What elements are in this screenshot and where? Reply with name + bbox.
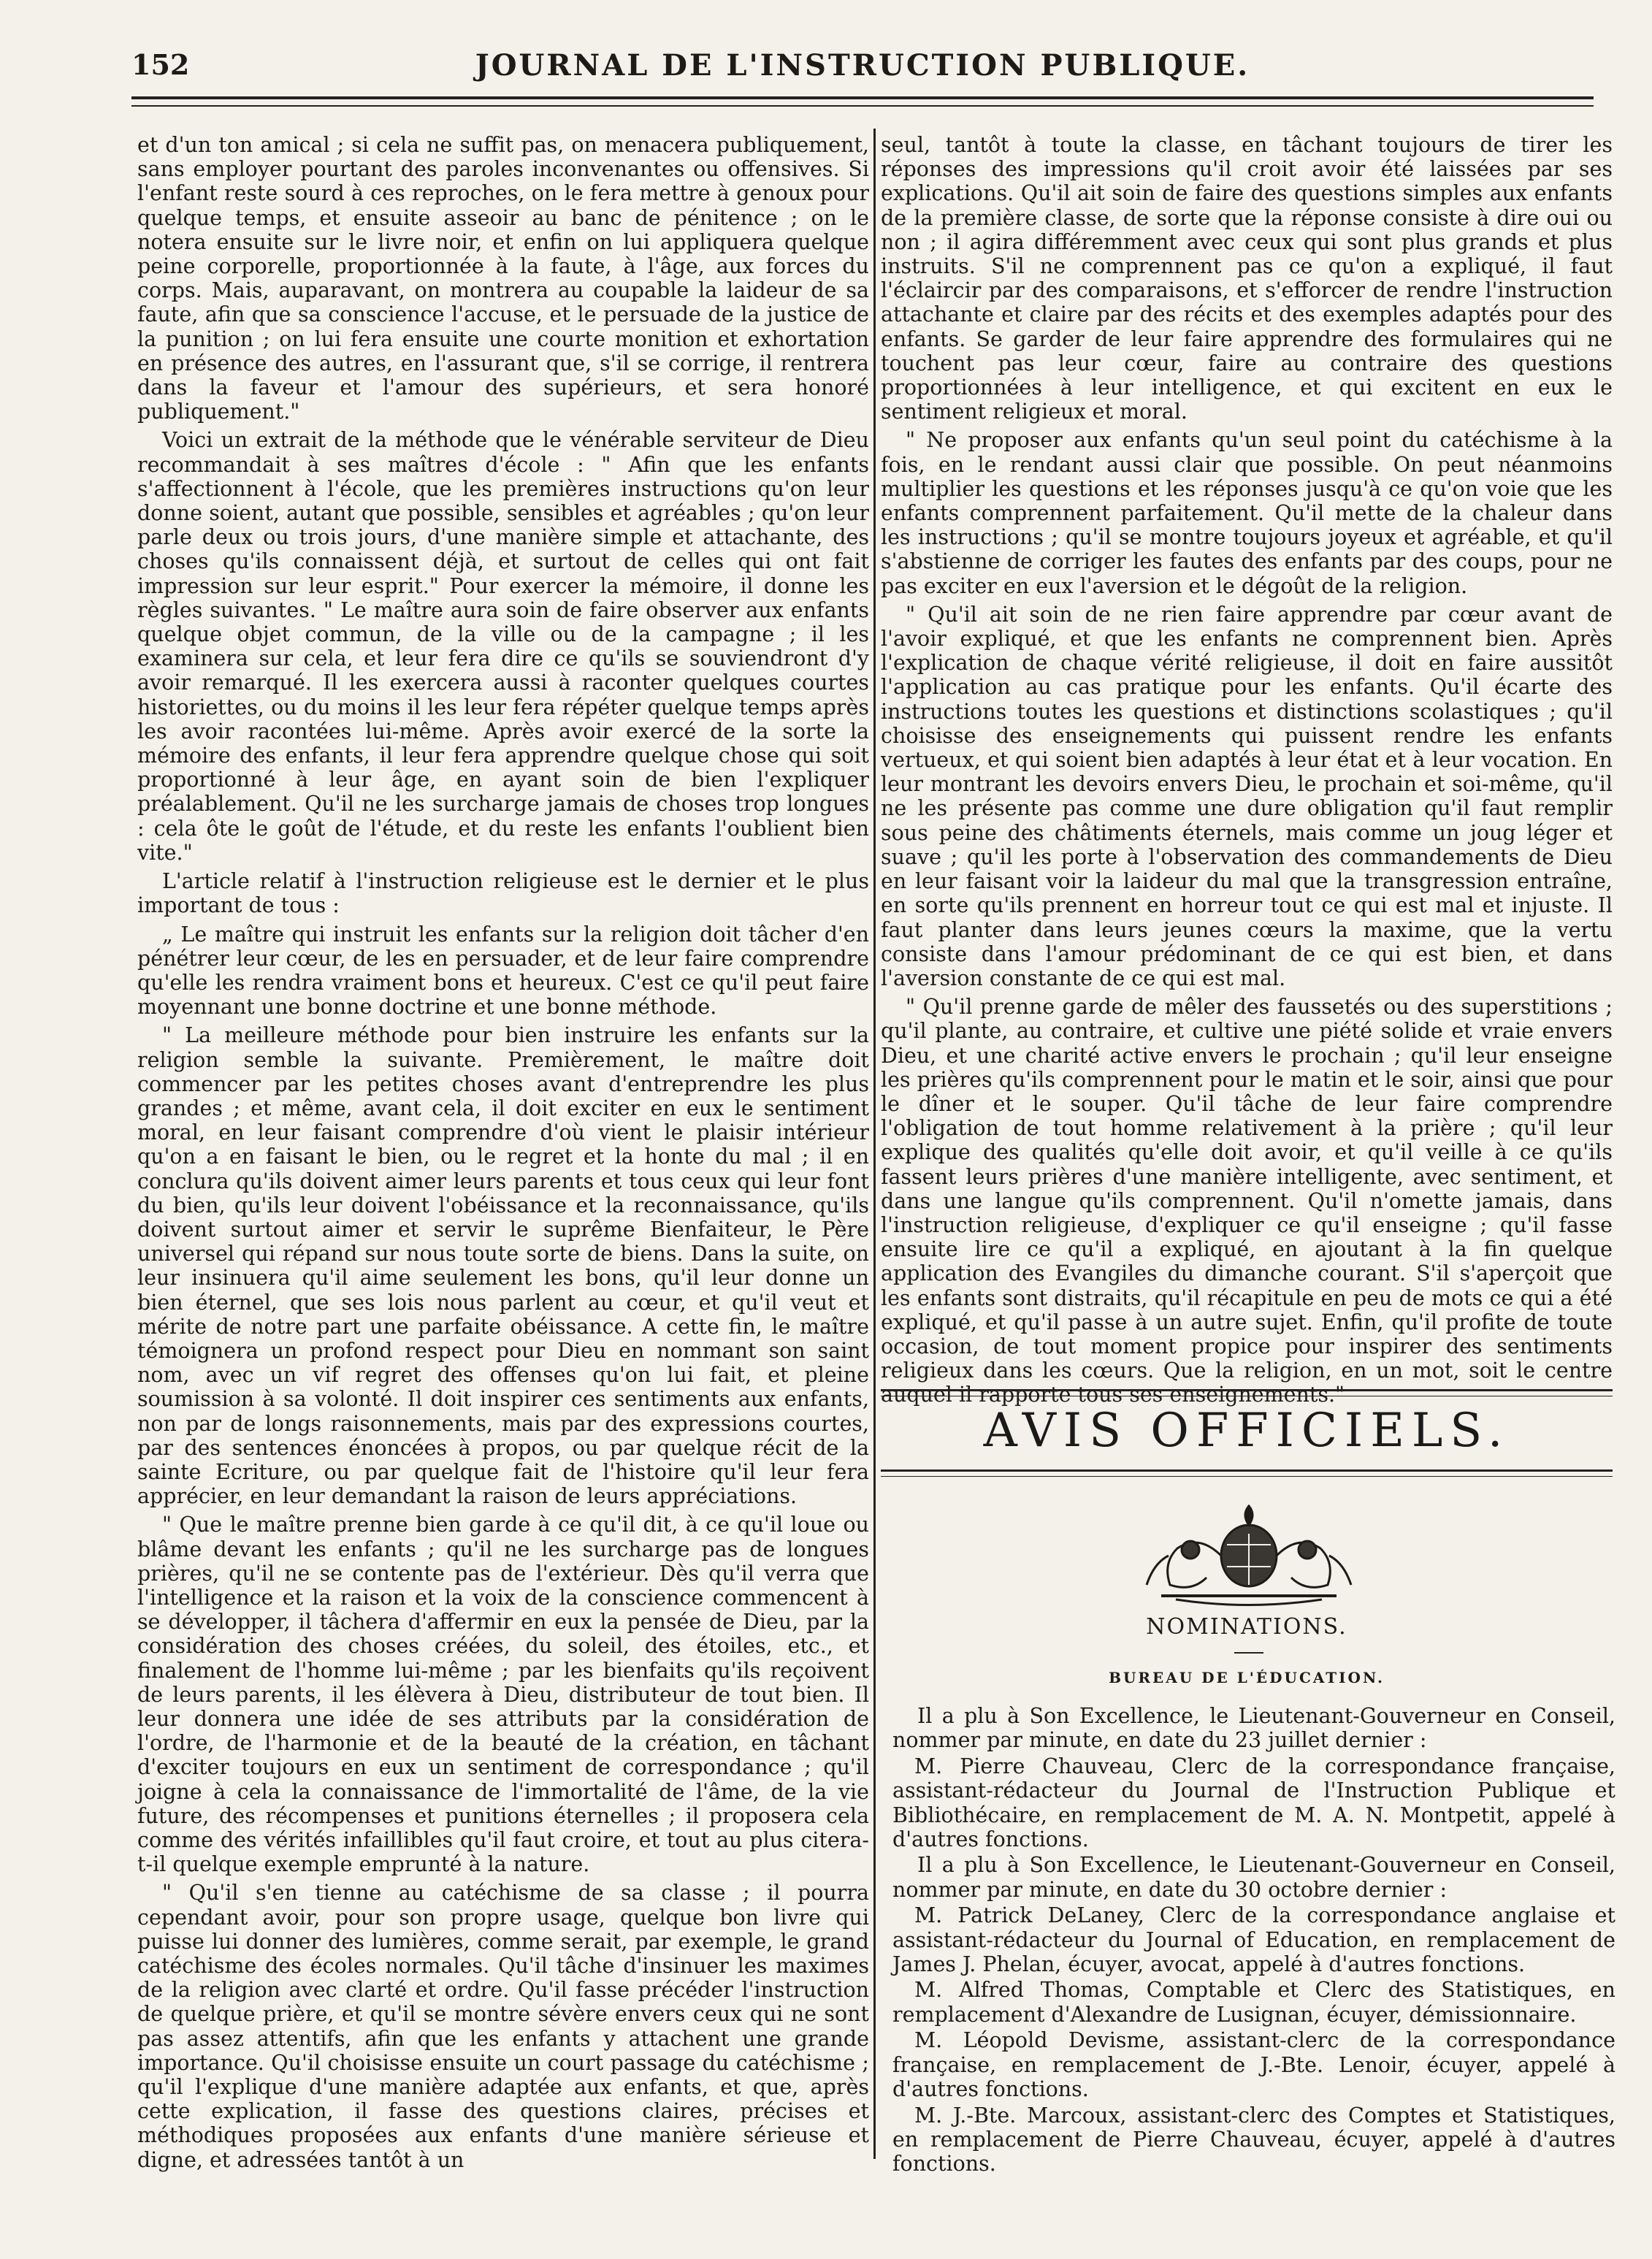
avis-rule-bottom xyxy=(881,1469,1613,1477)
journal-title: JOURNAL DE L'INSTRUCTION PUBLIQUE. xyxy=(475,48,1250,83)
nominations-list xyxy=(892,1704,1615,2178)
paragraph: L'article relatif à l'instruction religieuse est le dernier et le plus important de tous : xyxy=(137,869,869,918)
paragraph: Voici un extrait de la méthode que le vénérable serviteur de Dieu recommandait à ses maîtres d'école : " Afin que les enfants s'affectionnent à l'école, que les premières instructions qu'on leur donne soient, autant que possible, sensibles et agréables ; qu'on leur parle deux ou trois jours, d'une manière simple et attachante, des choses qu'ils connaissent déjà, et surtout de celles qui ont fait impression sur leur esprit." Pour exercer la mémoire, il donne les règles suivantes. " Le maître aura soin de faire observer aux enfants quelque objet commun, de la ville ou de la campagne ; il les examinera sur cela, et leur fera dire ce qu'ils se souviendront d'y avoir remarqué. Il les exercera aussi à raconter quelques courtes historiettes, ou du moins il les leur fera répéter quelque temps après les avoir racontées lui-même. Après avoir exercé de la sorte la mémoire des enfants, il leur fera apprendre quelque chose qui soit proportionné à leur âge, en ayant soin de bien l'expliquer préalablement. Qu'il ne les surcharge jamais de choses trop longues : cela ôte le goût de l'étude, et du reste les enfants l'oublient bien vite." xyxy=(137,428,869,865)
announcement: Il a plu à Son Excellence, le Lieutenant-Gouverneur en Conseil, nommer par minute, en date du 23 juillet dernier : xyxy=(892,1704,1615,1753)
announcement: Il a plu à Son Excellence, le Lieutenant-Gouverneur en Conseil, nommer par minute, en date du 30 octobre dernier : xyxy=(892,1853,1615,1902)
header-rule xyxy=(131,96,1594,107)
paragraph: „ Le maître qui instruit les enfants sur la religion doit tâcher d'en pénétrer leur cœur, de les en persuader, et de leur faire comprendre qu'elle les rendra vraiment bons et heureux. C'est ce qu'il peut faire moyennant une bonne doctrine et une bonne méthode. xyxy=(137,922,869,1020)
appointment: M. Léopold Devisme, assistant-clerc de la correspondance française, en remplacement de J.-Bte. Lenoir, écuyer, appelé à d'autres fonctions. xyxy=(892,2028,1615,2102)
avis-officiels-title: AVIS OFFICIELS. xyxy=(983,1404,1510,1458)
paragraph: " Que le maître prenne bien garde à ce qu'il dit, à ce qu'il loue ou blâme devant les enfants ; qu'il ne les surcharge pas de longues prières, qu'il ne se contente pas de l'extérieur. Dès qu'il verra que l'intelligence et la raison et la voix de la conscience commencent à se développer, il tâchera d'affermir en eux la pensée de Dieu, par la considération des choses créées, du soleil, des étoiles, etc., et finalement de l'homme lui-même ; par les bienfaits qu'ils reçoivent de leurs parents, il les élèvera à Dieu, distributeur de tout bien. Il leur donnera une idée de ses attributs par la considération de l'ordre, de l'harmonie et de la beauté de la création, en tâchant d'exciter toujours en eux un sentiment de correspondance ; qu'il joigne à cela la connaissance de l'immortalité de l'âme, de la vie future, des récompenses et punitions éternelles ; il proposera cela comme des vérités infaillibles qu'il faut croire, et tout au plus citera-t-il quelque exemple emprunté à la nature. xyxy=(137,1513,869,1877)
paragraph: " Ne proposer aux enfants qu'un seul point du catéchisme à la fois, en le rendant aussi clair que possible. On peut néanmoins multiplier les questions et les réponses jusqu'à ce qu'on voie que les enfants comprennent parfaitement. Qu'il mette de la chaleur dans les instructions ; qu'il se montre toujours joyeux et agréable, et qu'il s'abstienne de corriger les fautes des enfants par des coups, pour ne pas exciter en eux l'aversion et le dégoût de la religion. xyxy=(881,428,1613,598)
page-header xyxy=(131,45,1594,89)
appointment: M. J.-Bte. Marcoux, assistant-clerc des Comptes et Statistiques, en remplacement de Pierre Chauveau, écuyer, appelé à d'autres fonctions. xyxy=(892,2103,1615,2176)
paragraph: " Qu'il s'en tienne au catéchisme de sa classe ; il pourra cependant avoir, pour son propre usage, quelque bon livre qui puisse lui donner des lumières, comme serait, par exemple, le grand catéchisme des écoles normales. Qu'il tâche d'insinuer les maximes de la religion avec clarté et ordre. Qu'il fasse précéder l'instruction de quelque prière, et qu'il se montre sévère envers ceux qui ne sont pas assez attentifs, afin que les enfants y attachent une grande importance. Qu'il choisisse ensuite un court passage du catéchisme ; qu'il l'explique d'une manière adaptée aux enfants, et que, après cette explication, il fasse des questions claires, précises et méthodiques proposées aux enfants d'une manière sérieuse et digne, et adressées tantôt à un xyxy=(137,1881,869,2172)
right-column xyxy=(881,133,1613,1412)
nominations-heading: NOMINATIONS. xyxy=(1146,1614,1347,1640)
avis-rule-top xyxy=(881,1389,1613,1396)
page-number: 152 xyxy=(131,48,190,81)
left-column xyxy=(137,133,869,2176)
short-divider xyxy=(1234,1652,1263,1654)
royal-coat-of-arms-icon xyxy=(1139,1505,1358,1614)
paragraph: seul, tantôt à toute la classe, en tâchant toujours de tirer les réponses des impressions qu'il croit avoir été laissées par ses explications. Qu'il ait soin de faire des questions simples aux enfants de la première classe, de sorte que la réponse consiste à dire oui ou non ; il agira différemment avec ceux qui sont plus grands et plus instruits. S'il ne comprennent pas ce qu'on a expliqué, il faut l'éclaircir par des comparaisons, et s'efforcer de rendre l'instruction attachante et claire par des récits et des exemples adaptés pour des enfants. Se garder de leur faire apprendre des formulaires qui ne touchent pas leur cœur, faire au contraire des questions proportionnées à leur intelligence, et qui excitent en eux le sentiment religieux et moral. xyxy=(881,133,1613,424)
appointment: M. Pierre Chauveau, Clerc de la correspondance française, assistant-rédacteur du Journal de l'Instruction Publique et Bibliothécaire, en remplacement de M. A. N. Montpetit, appelé à d'autres fonctions. xyxy=(892,1754,1615,1852)
appointment: M. Alfred Thomas, Comptable et Clerc des Statistiques, en remplacement d'Alexandre de Lusignan, écuyer, démissionnaire. xyxy=(892,1978,1615,2027)
paragraph: " Qu'il ait soin de ne rien faire apprendre par cœur avant de l'avoir expliqué, et que les enfants ne comprennent bien. Après l'explication de chaque vérité religieuse, il doit en faire aussitôt l'application au cas pratique pour les enfants. Qu'il écarte des instructions toutes les questions et distinctions scolastiques ; qu'il choisisse des enseignements qui puissent rendre les enfants vertueux, et qui soient bien adaptés à leur état et à leur vocation. En leur montrant les devoirs envers Dieu, le prochain et soi-même, qu'il ne les présente pas comme une dure obligation qu'il faut remplir sous peine des châtiments éternels, mais comme un joug léger et suave ; qu'il les porte à l'observation des commandements de Dieu en leur faisant voir la laideur du mal que la transgression entraîne, en sorte qu'ils prennent en horreur tout ce qui est mal et injuste. Il faut planter dans leurs jeunes cœurs la maxime, que la vertu consiste dans l'amour prédominant de ce qui est bien, et dans l'aversion constante de ce qui est mal. xyxy=(881,602,1613,990)
paragraph: et d'un ton amical ; si cela ne suffit pas, on menacera publiquement, sans employer pourtant des paroles inconvenantes ou offensives. Si l'enfant reste sourd à ces reproches, on le fera mettre à genoux pour quelque temps, et ensuite asseoir au banc de pénitence ; on le notera ensuite sur le livre noir, et enfin on lui appliquera quelque peine corporelle, proportionnée à la faute, à l'âge, aux forces du corps. Mais, auparavant, on montrera au coupable la laideur de sa faute, afin que sa conscience l'accuse, et le persuade de la justice de la punition ; on lui fera ensuite une courte monition et exhortation en présence des autres, en l'assurant que, s'il se corrige, il rentrera dans la faveur et l'amour des supérieurs, et sera honoré publiquement." xyxy=(137,133,869,424)
paragraph: " La meilleure méthode pour bien instruire les enfants sur la religion semble la suivante. Premièrement, le maître doit commencer par les petites choses avant d'entreprendre les plus grandes ; et même, avant cela, il doit exciter en eux le sentiment moral, en leur faisant comprendre d'où vient le plaisir intérieur qu'on a en faisant le bien, ou le regret et la honte du mal ; il en conclura qu'ils doivent aimer leurs parents et tous ceux qui leur font du bien, qu'ils leur doivent l'obéissance et la reconnaissance, qu'ils doivent surtout aimer et servir le suprême Bienfaiteur, le Père universel qui répand sur nous toute sorte de biens. Dans la suite, on leur insinuera qu'il aime seulement les bons, qu'il leur donne un bien éternel, que ses lois nous parlent au cœur, et qu'il veut et mérite de notre part une parfaite obéissance. A cette fin, le maître témoignera un profond respect pour Dieu en nommant son saint nom, avec un vif regret des offenses qu'on lui fait, et pleine soumission à sa volonté. Il doit inspirer ces sentiments aux enfants, non par de longs raisonnements, mais par des expressions courtes, par des sentences énoncées à propos, ou par quelque récit de la sainte Ecriture, ou par quelque fait de l'histoire qu'il leur fera apprécier, en leur demandant la raison de leurs appréciations. xyxy=(137,1023,869,1509)
paragraph: " Qu'il prenne garde de mêler des faussetés ou des superstitions ; qu'il plante, au contraire, et cultive une piété solide et vraie envers Dieu, et une charité active envers le prochain ; qu'il leur enseigne les prières qu'ils comprennent pour le matin et le soir, ainsi que pour le dîner et le souper. Qu'il tâche de leur faire comprendre l'obligation de tout homme relativement à la prière ; qu'il leur explique des qualités qu'elle doit avoir, et qu'il veille à ce qu'ils fassent leurs prières d'une manière intelligente, avec sentiment, et dans une langue qu'ils comprennent. Qu'il n'omette jamais, dans l'instruction religieuse, d'expliquer ce qu'il enseigne ; qu'il fasse ensuite lire ce qu'il a expliqué, en ajoutant à la fin quelque application des Evangiles du dimanche courant. S'il s'aperçoit que les enfants sont distraits, qu'il récapitule en peu de mots ce qui a été expliqué, et qu'il passe à un autre sujet. Enfin, qu'il profite de toute occasion, de tout moment propice pour inspirer des sentiments religieux dans les cœurs. Que la religion, en un mot, soit le centre auquel il rapporte tous ses enseignements." xyxy=(881,995,1613,1407)
column-divider xyxy=(873,129,876,2159)
bureau-heading: BUREAU DE L'ÉDUCATION. xyxy=(1109,1669,1385,1686)
appointment: M. Patrick DeLaney, Clerc de la correspondance anglaise et assistant-rédacteur du Journal of Education, en remplacement de James J. Phelan, écuyer, avocat, appelé à d'autres fonctions. xyxy=(892,1903,1615,1977)
